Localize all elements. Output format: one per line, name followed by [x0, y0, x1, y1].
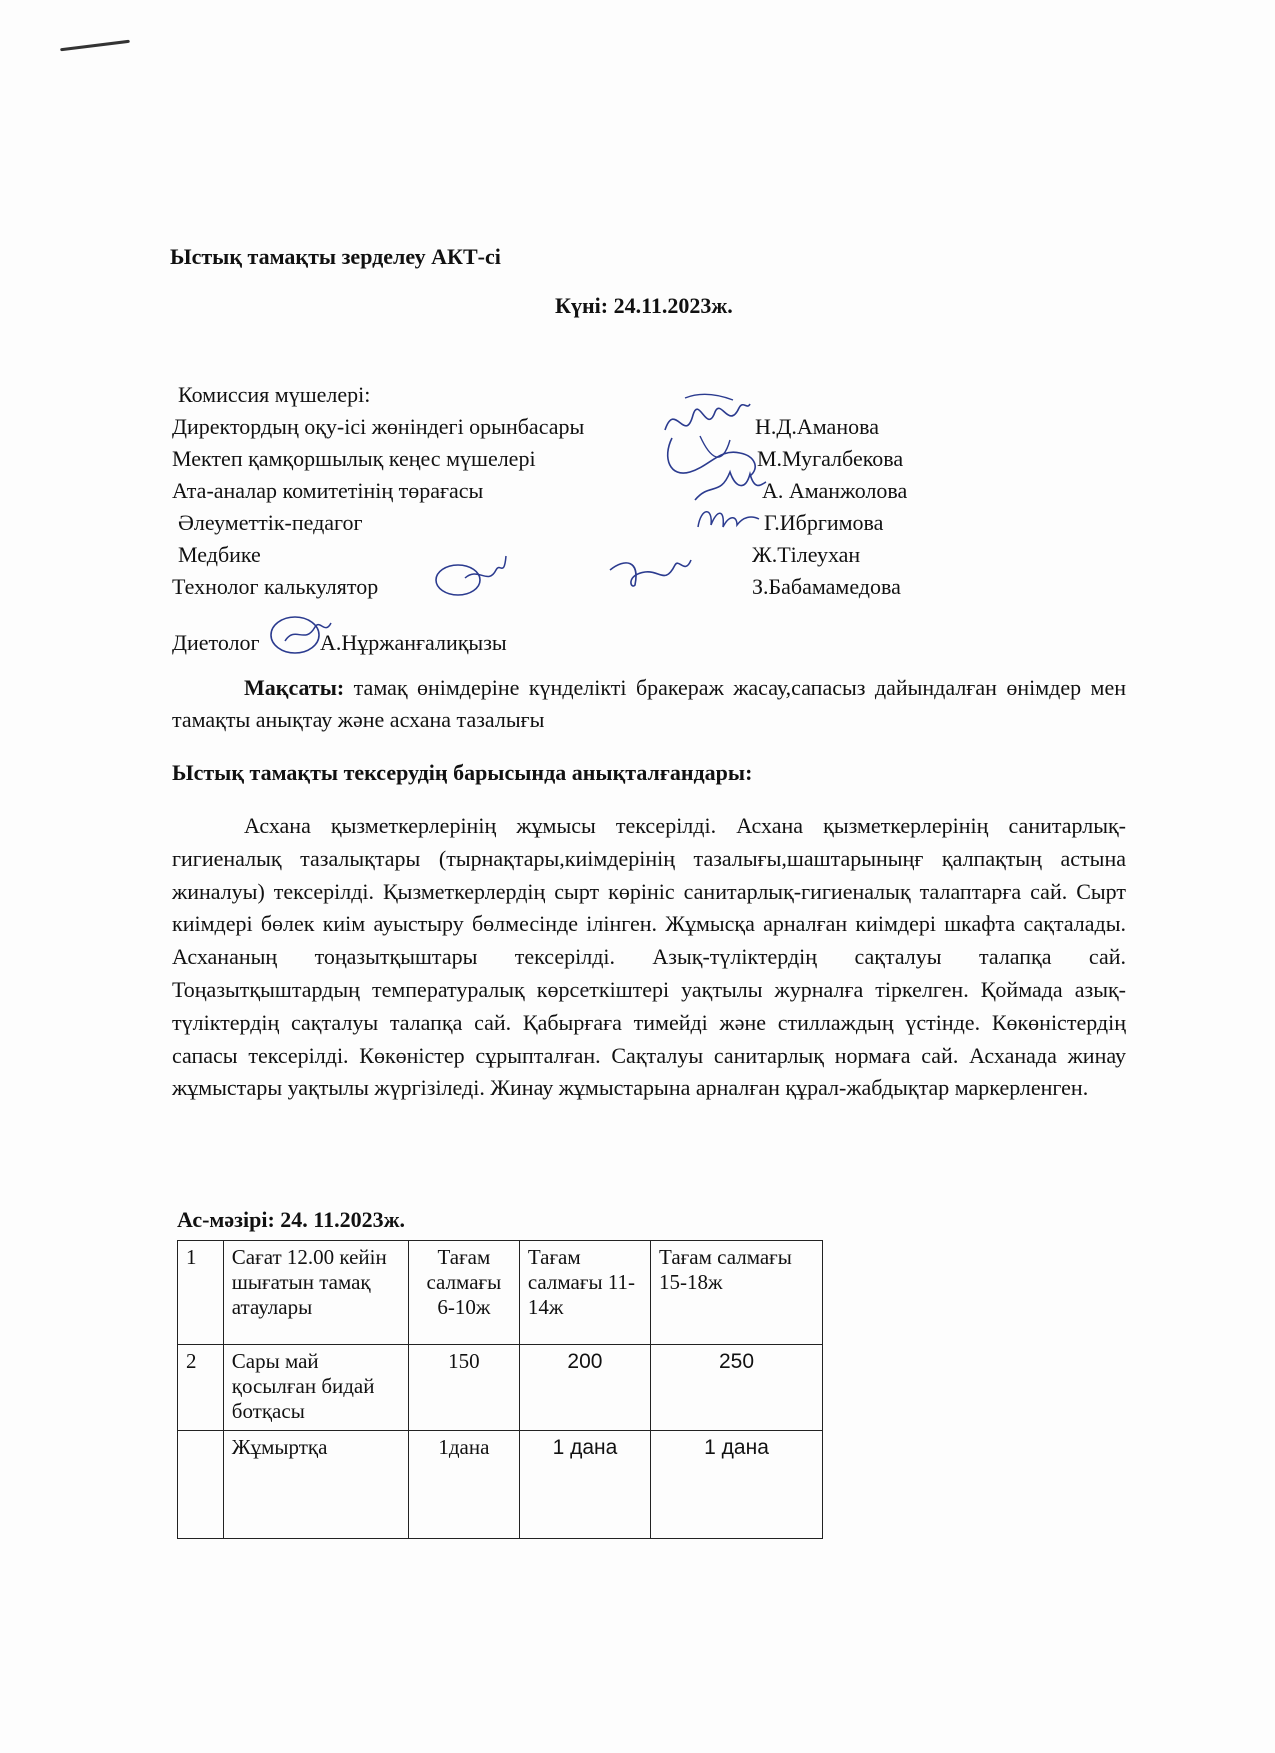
table-cell: 1дана	[408, 1431, 519, 1539]
member-name: З.Бабамамедова	[752, 574, 901, 599]
table-cell: Жұмыртқа	[223, 1431, 408, 1539]
signature-6	[430, 548, 510, 603]
member-name: Ж.Тілеухан	[752, 542, 861, 567]
table-cell: 1 дана	[519, 1431, 650, 1539]
purpose-text: тамақ өнімдеріне күнделікті бракераж жасау,сапасыз дайындалған өнімдер мен тамақты анықтау және асхана тазалығы	[172, 675, 1126, 732]
scan-mark	[60, 40, 130, 52]
table-row	[178, 1241, 823, 1345]
table-cell: Тағам салмағы 6-10ж	[408, 1241, 519, 1345]
document-date: Күні: 24.11.2023ж.	[555, 293, 733, 318]
member-role: Диетолог	[172, 630, 260, 655]
purpose-paragraph	[172, 672, 1126, 736]
document-title: Ыстық тамақты зерделеу АКТ-сі	[170, 244, 501, 269]
table-row	[178, 1345, 823, 1431]
table-cell: 1 дана	[651, 1431, 823, 1539]
table-cell: 1	[178, 1241, 224, 1345]
member-role: Әлеуметтік-педагог	[178, 510, 363, 535]
table-cell: Сағат 12.00 кейін шығатын тамақ атаулары	[223, 1241, 408, 1345]
member-role: Технолог калькулятор	[172, 574, 379, 599]
table-cell: Тағам салмағы 11-14ж	[519, 1241, 650, 1345]
table-cell	[178, 1431, 224, 1539]
findings-heading: Ыстық тамақты тексерудің барысында анықталғандары:	[172, 760, 753, 785]
table-cell: Сары май қосылған бидай ботқасы	[223, 1345, 408, 1431]
findings-paragraph: Асхана қызметкерлерінің жұмысы тексерілді. Асхана қызметкерлерінің санитарлық-гигиеналық тазалықтары (тырнақтары,киімдерінің тазалығы,шаштарыныңғ қалпақтың астына жиналуы) тексерілді. Қызметкерлердің сырт көрініс санитарлық-гигиеналық талаптарға сай. Сырт киімдері бөлек киім ауыстыру бөлмесінде ілінген. Жұмысқа арналған киімдері шкафта сақталады. Асхананың тоңазытқыштары тексерілді. Азық-түліктердің сақталуы талапқа сай. Тоңазытқыштардың температуралық көрсеткіштері уақтылы журналға тіркелген. Қоймада азық-түліктердің сақталуы талапқа сай. Қабырғаға тимейді және стиллаждың үстінде. Көкөністердің сапасы тексерілді. Көкөністер сұрыпталған. Сақталуы санитарлық нормаға сай. Асханада жинау жұмыстары уақтылы жүргізіледі. Жинау жұмыстарына арналған құрал-жабдықтар маркерленген.	[172, 813, 1126, 1101]
member-name: М.Мугалбекова	[757, 446, 904, 471]
signature-5	[605, 550, 695, 595]
member-name: Г.Ибргимова	[764, 510, 884, 535]
signature-7	[265, 605, 335, 660]
member-role: Мектеп қамқоршылық кеңес мүшелері	[172, 446, 536, 471]
member-role: Ата-аналар комитетінің төрағасы	[172, 478, 484, 503]
menu-table	[177, 1240, 823, 1539]
member-name: Н.Д.Аманова	[755, 414, 879, 439]
commission-heading: Комиссия мүшелері:	[178, 382, 371, 407]
table-cell: 150	[408, 1345, 519, 1431]
member-name: А.Нұржанғалиқызы	[320, 630, 507, 655]
member-role: Медбике	[178, 542, 261, 567]
table-cell: Тағам салмағы 15-18ж	[651, 1241, 823, 1345]
member-name: А. Аманжолова	[762, 478, 908, 503]
purpose-label: Мақсаты:	[244, 675, 345, 700]
table-row	[178, 1431, 823, 1539]
menu-heading: Ас-мәзірі: 24. 11.2023ж.	[177, 1207, 406, 1232]
table-cell: 200	[519, 1345, 650, 1431]
table-cell: 250	[651, 1345, 823, 1431]
signature-4	[693, 497, 763, 537]
member-role: Директордың оқу-ісі жөніндегі орынбасары	[172, 414, 585, 439]
table-cell: 2	[178, 1345, 224, 1431]
